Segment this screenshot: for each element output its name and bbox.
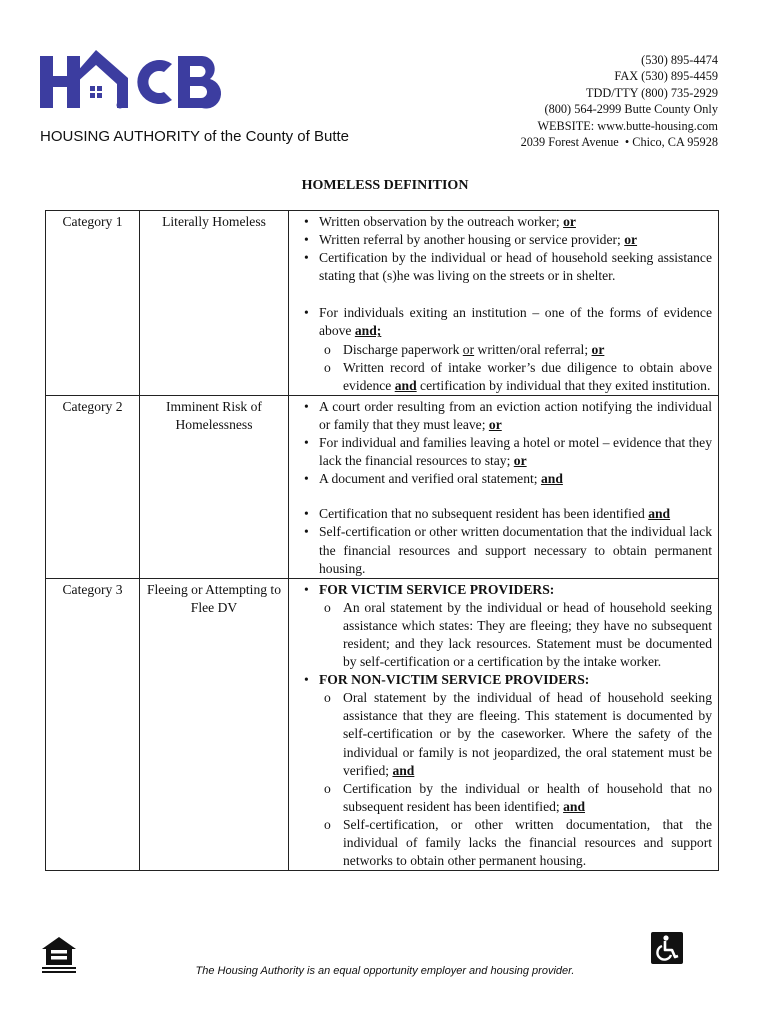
fax-number: FAX (530) 895-4459 <box>614 69 718 84</box>
list-item: • A document and verified oral statement; and <box>295 470 712 488</box>
category-label: Literally Homeless <box>140 211 289 396</box>
list-item: o Oral statement by the individual of head of household seeking assistance that they are fleeing. This statement is documented by self-certification or by the caseworker. Where the safety of the individual or family is not jeopardized, the oral statement must be verified; and <box>319 689 712 779</box>
document-title: HOMELESS DEFINITION <box>301 178 469 193</box>
category-label: Fleeing or Attempting to Flee DV <box>140 578 289 871</box>
table-row <box>46 211 719 286</box>
list-item: • A court order resulting from an eviction action notifying the individual or family that they must leave; or <box>295 398 712 434</box>
definition-table <box>45 210 719 871</box>
category-criteria <box>289 285 719 395</box>
category-criteria <box>289 395 719 578</box>
list-item: • FOR NON-VICTIM SERVICE PROVIDERS: o Oral statement by the individual of head of household seeking assistance that they are fleeing. This statement is documented by self-certification or by the caseworker. Where the safety of the individual or family is not jeopardized, the oral statement must be verified; and o Certification by the individual or health of household that no subsequent resident has been identified; and o Self-certification, or other written documentation, that the individual of family lacks the financial resources and support networks to obtain other permanent housing. <box>295 671 712 870</box>
category-name: Category 2 <box>46 395 140 578</box>
website: WEBSITE: www.butte-housing.com <box>537 118 718 133</box>
list-item: • For individual and families leaving a hotel or motel – evidence that they lack the financial resources to stay; or <box>295 434 712 470</box>
county-phone: (800) 564-2999 Butte County Only <box>544 102 718 117</box>
list-item: o An oral statement by the individual or head of household seeking assistance which states: They are fleeing; they have no subsequent resident; and they lack resources. Statement must be documented by self-certification or a certification by the intake worker. <box>319 599 712 671</box>
address-street: 2039 Forest Avenue <box>520 135 619 150</box>
list-item: o Certification by the individual or health of household that no subsequent resident has been identified; and <box>319 780 712 816</box>
table-row <box>46 578 719 871</box>
contact-block <box>521 52 718 150</box>
address: 2039 Forest Avenue • Chico, CA 95928 <box>520 135 718 150</box>
list-item: • Certification by the individual or head of household seeking assistance stating that (s)he was living on the streets or in shelter. <box>295 249 712 285</box>
list-item: • Written referral by another housing or service provider; or <box>295 231 712 249</box>
list-item: • Certification that no subsequent resident has been identified and <box>295 505 712 523</box>
list-item: • FOR VICTIM SERVICE PROVIDERS: o An oral statement by the individual or head of household seeking assistance which states: They are fleeing; they have no subsequent resident; and they lack resources. Statement must be documented by self-certification or a certification by the intake worker. <box>295 581 712 671</box>
organization-name: HOUSING AUTHORITY of the County of Butte <box>40 128 350 145</box>
list-item: o Written record of intake worker’s due diligence to obtain above evidence and certification by individual that they exited institution. <box>319 359 712 395</box>
category-name: Category 1 <box>46 211 140 396</box>
hacb-logo <box>40 50 230 112</box>
table-row <box>46 395 719 578</box>
tdd-number: TDD/TTY (800) 735-2929 <box>585 85 718 100</box>
address-city: Chico, CA 95928 <box>632 135 718 150</box>
list-item: • Written observation by the outreach worker; or <box>295 213 712 231</box>
list-item: • For individuals exiting an institution – one of the forms of evidence above and; o Discharge paperwork or written/oral referral; or o Written record of intake worker’s due diligence to obtain above evidence and certification by individual that they exited institution. <box>295 304 712 394</box>
category-criteria <box>289 578 719 871</box>
wheelchair-accessibility-icon <box>651 932 683 964</box>
footer-statement: The Housing Authority is an equal opportunity employer and housing provider. <box>195 965 575 977</box>
category-criteria <box>289 211 719 286</box>
list-item: o Self-certification, or other written documentation, that the individual of family lacks the financial resources and support networks to obtain other permanent housing. <box>319 816 712 870</box>
category-name: Category 3 <box>46 578 140 871</box>
category-label: Imminent Risk of Homelessness <box>140 395 289 578</box>
list-item: • Self-certification or other written documentation that the individual lack the financial resources and support necessary to obtain permanent housing. <box>295 523 712 577</box>
phone-number: (530) 895-4474 <box>641 53 718 67</box>
list-item: o Discharge paperwork or written/oral referral; or <box>319 341 712 359</box>
